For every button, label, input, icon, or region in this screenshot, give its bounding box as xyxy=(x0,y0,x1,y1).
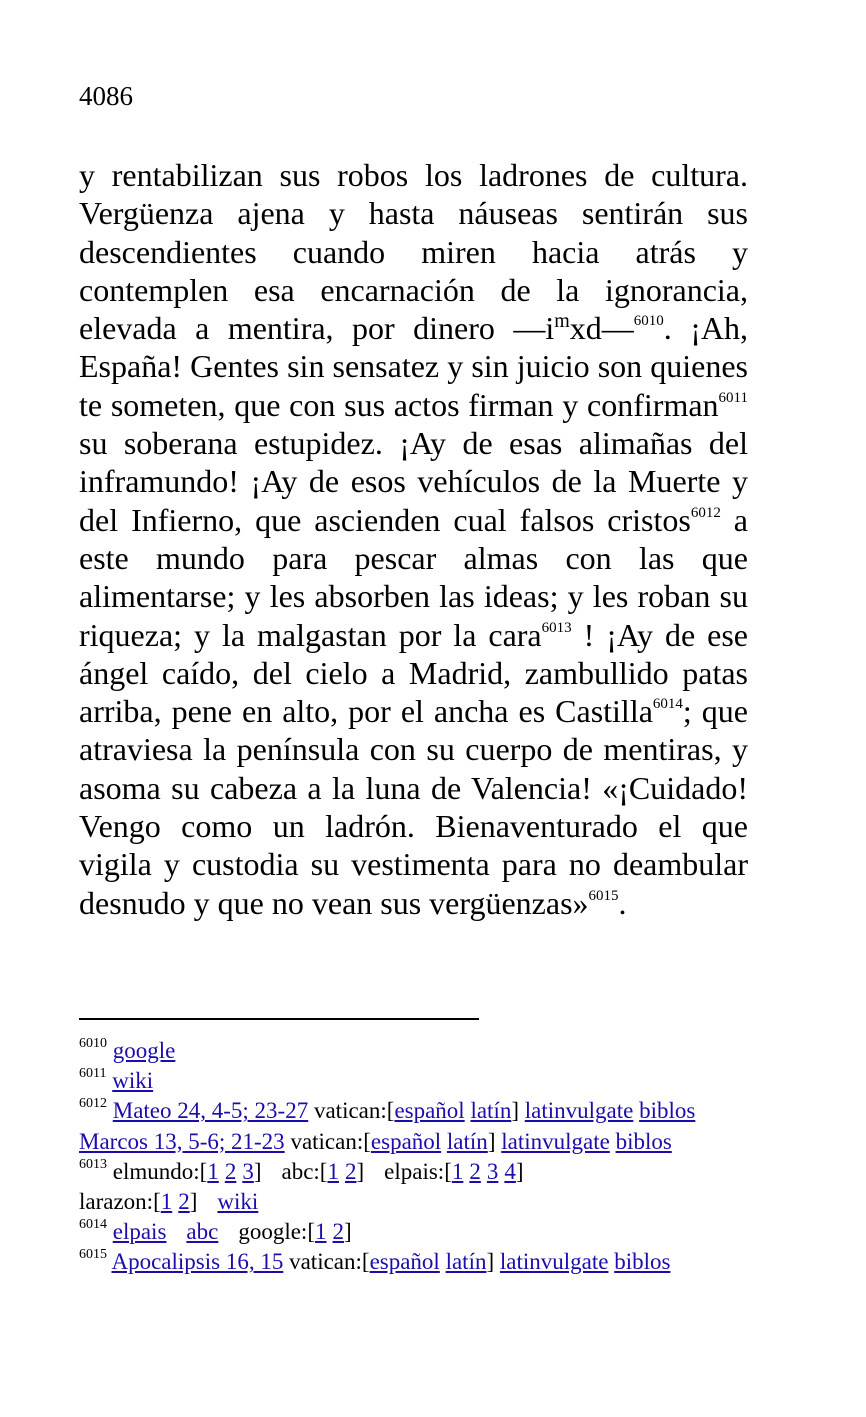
link-latin[interactable]: latín xyxy=(445,1249,487,1275)
link-elpais-1[interactable]: 1 xyxy=(451,1158,464,1184)
footnote-6014: $^{6014}$ elpais abc google:[1 2] xyxy=(79,1217,352,1245)
link-marcos[interactable]: Marcos 13, 5-6; 21-23 xyxy=(79,1128,285,1154)
footnote-6012: $^{6012}$ Mateo 24, 4-5; 23-27 vatican:[español latín] latinvulgate biblos xyxy=(79,1096,696,1124)
link-elpais-2[interactable]: 2 xyxy=(469,1158,481,1184)
link-google-2[interactable]: 2 xyxy=(332,1219,344,1245)
link-elpais-3[interactable]: 3 xyxy=(486,1158,499,1184)
link-elmundo-3[interactable]: 3 xyxy=(242,1158,254,1184)
footnote-ref-6011[interactable]: 6011 xyxy=(718,389,748,406)
link-biblos[interactable]: biblos xyxy=(614,1249,671,1275)
link-elpais[interactable]: elpais xyxy=(112,1219,167,1245)
link-latinvulgate[interactable]: latinvulgate xyxy=(501,1128,610,1154)
link-latin[interactable]: latín xyxy=(446,1128,488,1154)
link-google[interactable]: google xyxy=(112,1038,176,1063)
link-elmundo-2[interactable]: 2 xyxy=(224,1158,237,1184)
link-espanol[interactable]: español xyxy=(369,1249,440,1275)
link-espanol[interactable]: español xyxy=(394,1098,465,1124)
footnote-ref-6014[interactable]: 6014 xyxy=(652,696,683,713)
footnote-6015: $^{6015}$ Apocalipsis 16, 15 vatican:[español latín] latinvulgate biblos xyxy=(79,1247,671,1275)
link-biblos[interactable]: biblos xyxy=(615,1128,672,1154)
footnote-6011: $^{6011}$ wiki xyxy=(79,1066,154,1094)
footnote-6013-continued: larazon:[1 2] wiki xyxy=(79,1189,259,1215)
link-abc-1[interactable]: 1 xyxy=(327,1158,339,1184)
link-abc[interactable]: abc xyxy=(186,1219,219,1245)
link-google-1[interactable]: 1 xyxy=(315,1219,327,1245)
link-latinvulgate[interactable]: latinvulgate xyxy=(499,1249,609,1275)
footnote-6013: $^{6013}$ elmundo:[1 2 3] abc:[1 2] elpais:[1 2 3 4] xyxy=(79,1156,524,1184)
link-latinvulgate[interactable]: latinvulgate xyxy=(524,1098,634,1124)
main-paragraph: y rentabilizan sus robos los ladrones de cultura. Vergüenza ajena y hasta náuseas sentirán sus descendientes cuando miren hacia atrás y contemplen esa encarnación de la ignorancia, elevada a mentira, por dinero $—i^mxd—^{6010}$. ¡Ah, España! Gentes sin sensatez y sin juicio son quienes te someten, que con sus actos firman y confirman$^{6011}$ su soberana estupidez. ¡Ay de esas alimañas del inframundo! ¡Ay de esos vehículos de la Muerte y del Infierno, que ascienden cual falsos cristos$^{6012}$ a este mundo para pescar almas con las que alimentarse; y les absorben las ideas; y les roban su riqueza; y la malgastan por la cara$^{6013}$ ! ¡Ay de ese ángel caído, del cielo a Madrid, zambullido patas arriba, pene en alto, por el ancha es Castilla$^{6014}$; que atraviesa la península con su cuerpo de mentiras, y asoma su cabeza a la luna de Valencia! «¡Cuidado! Vengo como un ladrón. Bienaventurado el que vigila y custodia su vestimenta para no deambular desnudo y que no vean sus vergüenzas»$^{6015}$. xyxy=(79,157,749,921)
link-apocalipsis[interactable]: Apocalipsis 16, 15 xyxy=(111,1249,284,1275)
link-mateo[interactable]: Mateo 24, 4-5; 23-27 xyxy=(112,1098,309,1124)
footnote-6010: $^{6010}$ google xyxy=(79,1036,176,1063)
superscript-m: m xyxy=(554,310,570,333)
link-latin[interactable]: latín xyxy=(470,1098,512,1124)
footnote-divider xyxy=(79,1018,479,1020)
link-elmundo-1[interactable]: 1 xyxy=(207,1158,219,1184)
footnote-ref-6012[interactable]: 6012 xyxy=(690,504,721,521)
link-espanol[interactable]: español xyxy=(370,1128,442,1154)
footnotes xyxy=(79,1036,748,1278)
link-abc-2[interactable]: 2 xyxy=(344,1158,357,1184)
footnote-ref-6013[interactable]: 6013 xyxy=(541,619,572,636)
link-larazon-1[interactable]: 1 xyxy=(160,1189,173,1215)
footnote-ref-6010[interactable]: 6010 xyxy=(633,313,664,330)
footnote-6012-continued: Marcos 13, 5-6; 21-23 vatican:[español latín] latinvulgate biblos xyxy=(79,1128,672,1154)
link-biblos[interactable]: biblos xyxy=(639,1098,696,1124)
footnote-ref-6015[interactable]: 6015 xyxy=(588,887,619,904)
link-wiki[interactable]: wiki xyxy=(217,1189,259,1215)
link-wiki[interactable]: wiki xyxy=(112,1068,154,1094)
link-larazon-2[interactable]: 2 xyxy=(178,1189,190,1215)
link-elpais-4[interactable]: 4 xyxy=(504,1158,516,1184)
page-number: 4086 xyxy=(79,81,133,111)
